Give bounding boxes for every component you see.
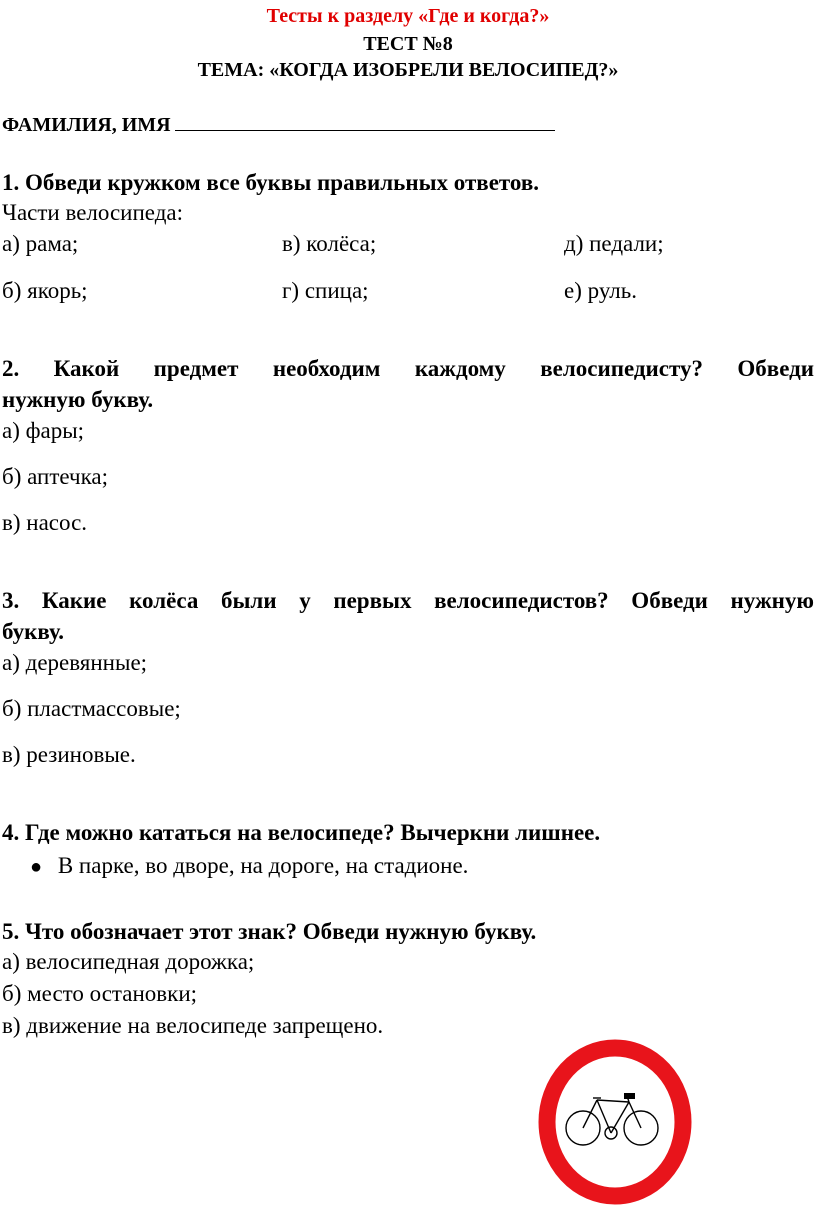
- q4-title: 4. Где можно кататься на велосипеде? Вычеркни лишнее.: [2, 820, 601, 845]
- q3-option-a[interactable]: а) деревянные;: [2, 650, 148, 675]
- q5-option-v[interactable]: в) движение на велосипеде запрещено.: [2, 1013, 384, 1038]
- section-title: Тесты к разделу «Где и когда?»: [266, 5, 550, 27]
- bullet-icon: ●: [30, 856, 43, 878]
- test-number: ТЕСТ №8: [363, 33, 453, 55]
- q1-option-b[interactable]: б) якорь;: [2, 278, 88, 303]
- q5-option-a[interactable]: а) велосипедная дорожка;: [2, 949, 255, 974]
- bicycle-saddle: [624, 1093, 635, 1099]
- q5-option-b[interactable]: б) место остановки;: [2, 981, 198, 1006]
- q1-title: 1. Обведи кружком все буквы правильных ответов.: [2, 170, 540, 195]
- q4-bullet-item[interactable]: [30, 851, 468, 882]
- name-field[interactable]: [2, 112, 555, 138]
- q2-title-line2: нужную букву.: [2, 387, 154, 412]
- q3-title-line1: 3. Какие колёса были у первых велосипедистов? Обведи нужную: [2, 588, 814, 613]
- q1-option-e[interactable]: е) руль.: [564, 278, 638, 303]
- q4-bullet-text: В парке, во дворе, на дороге, на стадионе.: [57, 853, 469, 878]
- name-label: ФАМИЛИЯ, ИМЯ: [2, 114, 171, 136]
- q3-option-v[interactable]: в) резиновые.: [2, 742, 136, 767]
- q5-title: 5. Что обозначает этот знак? Обведи нужную букву.: [2, 919, 537, 944]
- q1-option-g[interactable]: г) спица;: [282, 278, 369, 303]
- q2-option-v[interactable]: в) насос.: [2, 510, 88, 535]
- no-bicycles-sign-icon: [537, 1039, 693, 1205]
- q2-option-b[interactable]: б) аптечка;: [2, 464, 109, 489]
- q3-title-line2: букву.: [2, 619, 64, 644]
- q3-option-b[interactable]: б) пластмассовые;: [2, 696, 181, 721]
- q1-option-d[interactable]: д) педали;: [564, 231, 664, 256]
- q1-option-a[interactable]: а) рама;: [2, 231, 79, 256]
- q2-option-a[interactable]: а) фары;: [2, 418, 85, 443]
- q1-subtitle: Части велосипеда:: [2, 200, 183, 225]
- name-blank-line[interactable]: [175, 112, 555, 131]
- q1-option-v[interactable]: в) колёса;: [282, 231, 377, 256]
- q2-title-line1: 2. Какой предмет необходим каждому велосипедисту? Обведи: [2, 356, 814, 381]
- test-topic: ТЕМА: «КОГДА ИЗОБРЕЛИ ВЕЛОСИПЕД?»: [197, 59, 619, 81]
